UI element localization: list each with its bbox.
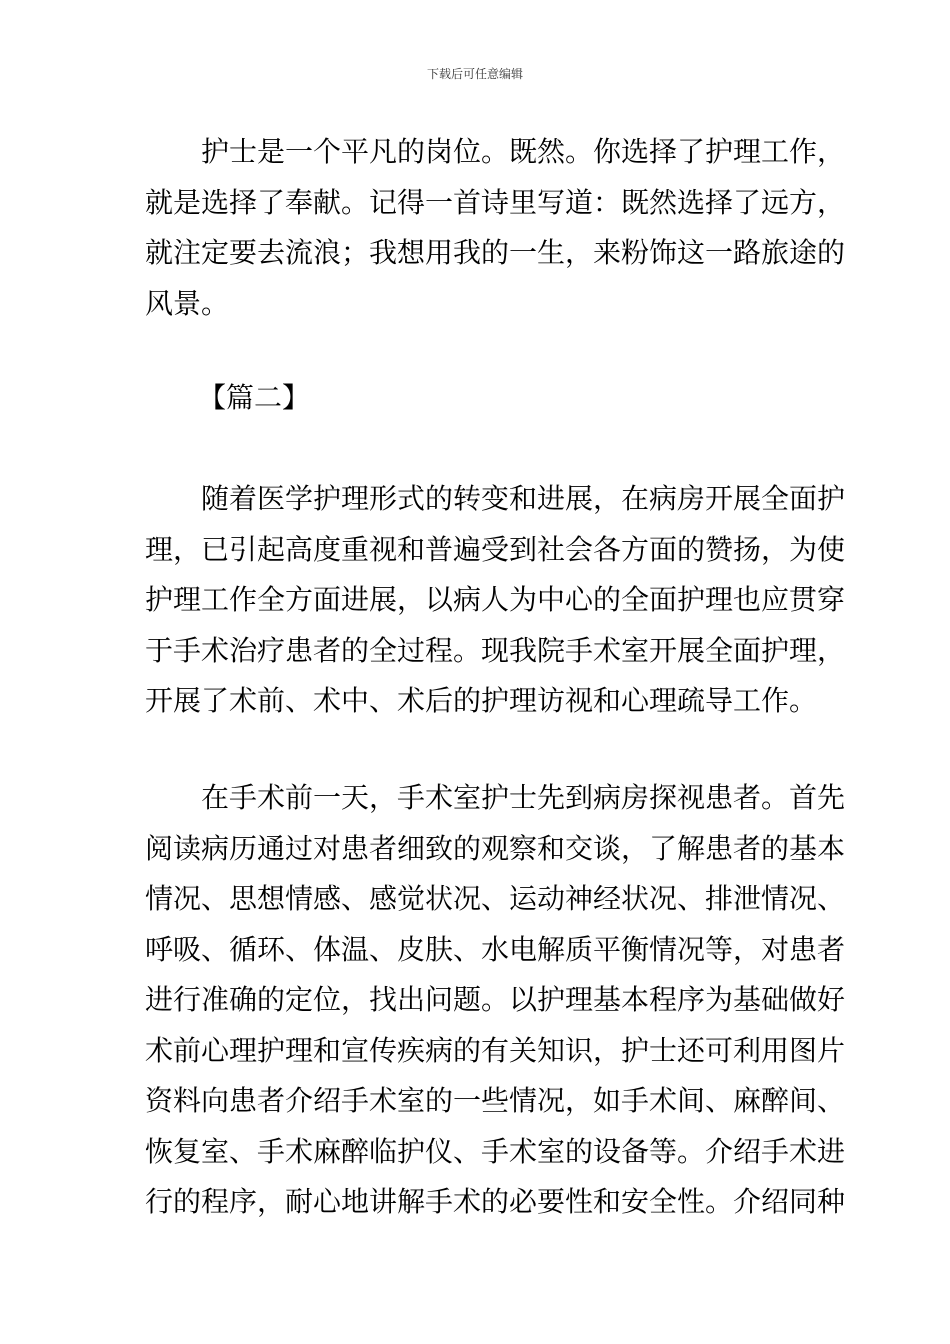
paragraph-line: 在手术前一天，手术室护士先到病房探视患者。首先 xyxy=(201,781,846,814)
paragraph-3 xyxy=(145,773,846,1228)
paragraph-line: 于手术治疗患者的全过程。现我院手术室开展全面护理， xyxy=(145,633,846,667)
paragraph-line: 行的程序，耐心地讲解手术的必要性和安全性。介绍同种 xyxy=(145,1185,846,1218)
paragraph-line: 护士是一个平凡的岗位。既然。你选择了护理工作， xyxy=(201,135,846,168)
paragraph-line: 资料向患者介绍手术室的一些情况，如手术间、麻醉间、 xyxy=(145,1084,846,1117)
paragraph-line: 情况、思想情感、感觉状况、运动神经状况、排泄情况、 xyxy=(145,882,846,915)
paragraph-line: 理，已引起高度重视和普遍受到社会各方面的赞扬，为使 xyxy=(145,532,846,566)
paragraph-1 xyxy=(145,127,846,329)
paragraph-line: 风景。 xyxy=(145,286,230,320)
paragraph-line: 就是选择了奉献。记得一首诗里写道：既然选择了远方， xyxy=(145,185,846,219)
page-header: 下载后可任意编辑 xyxy=(426,67,523,81)
section-heading: 【篇二】 xyxy=(198,381,311,414)
paragraph-line: 呼吸、循环、体温、皮肤、水电解质平衡情况等，对患者 xyxy=(145,932,846,966)
paragraph-line: 术前心理护理和宣传疾病的有关知识，护士还可利用图片 xyxy=(145,1033,846,1067)
paragraph-line: 进行准确的定位，找出问题。以护理基本程序为基础做好 xyxy=(145,983,846,1016)
paragraph-line: 护理工作全方面进展，以病人为中心的全面护理也应贯穿 xyxy=(145,583,846,616)
paragraph-line: 开展了术前、术中、术后的护理访视和心理疏导工作。 xyxy=(145,684,818,717)
paragraph-line: 恢复室、手术麻醉临护仪、手术室的设备等。介绍手术进 xyxy=(145,1134,846,1168)
paragraph-2 xyxy=(145,474,846,727)
paragraph-line: 随着医学护理形式的转变和进展，在病房开展全面护 xyxy=(201,482,846,515)
paragraph-line: 就注定要去流浪；我想用我的一生，来粉饰这一路旅途的 xyxy=(145,236,846,269)
paragraph-line: 阅读病历通过对患者细致的观察和交谈，了解患者的基本 xyxy=(145,831,846,865)
